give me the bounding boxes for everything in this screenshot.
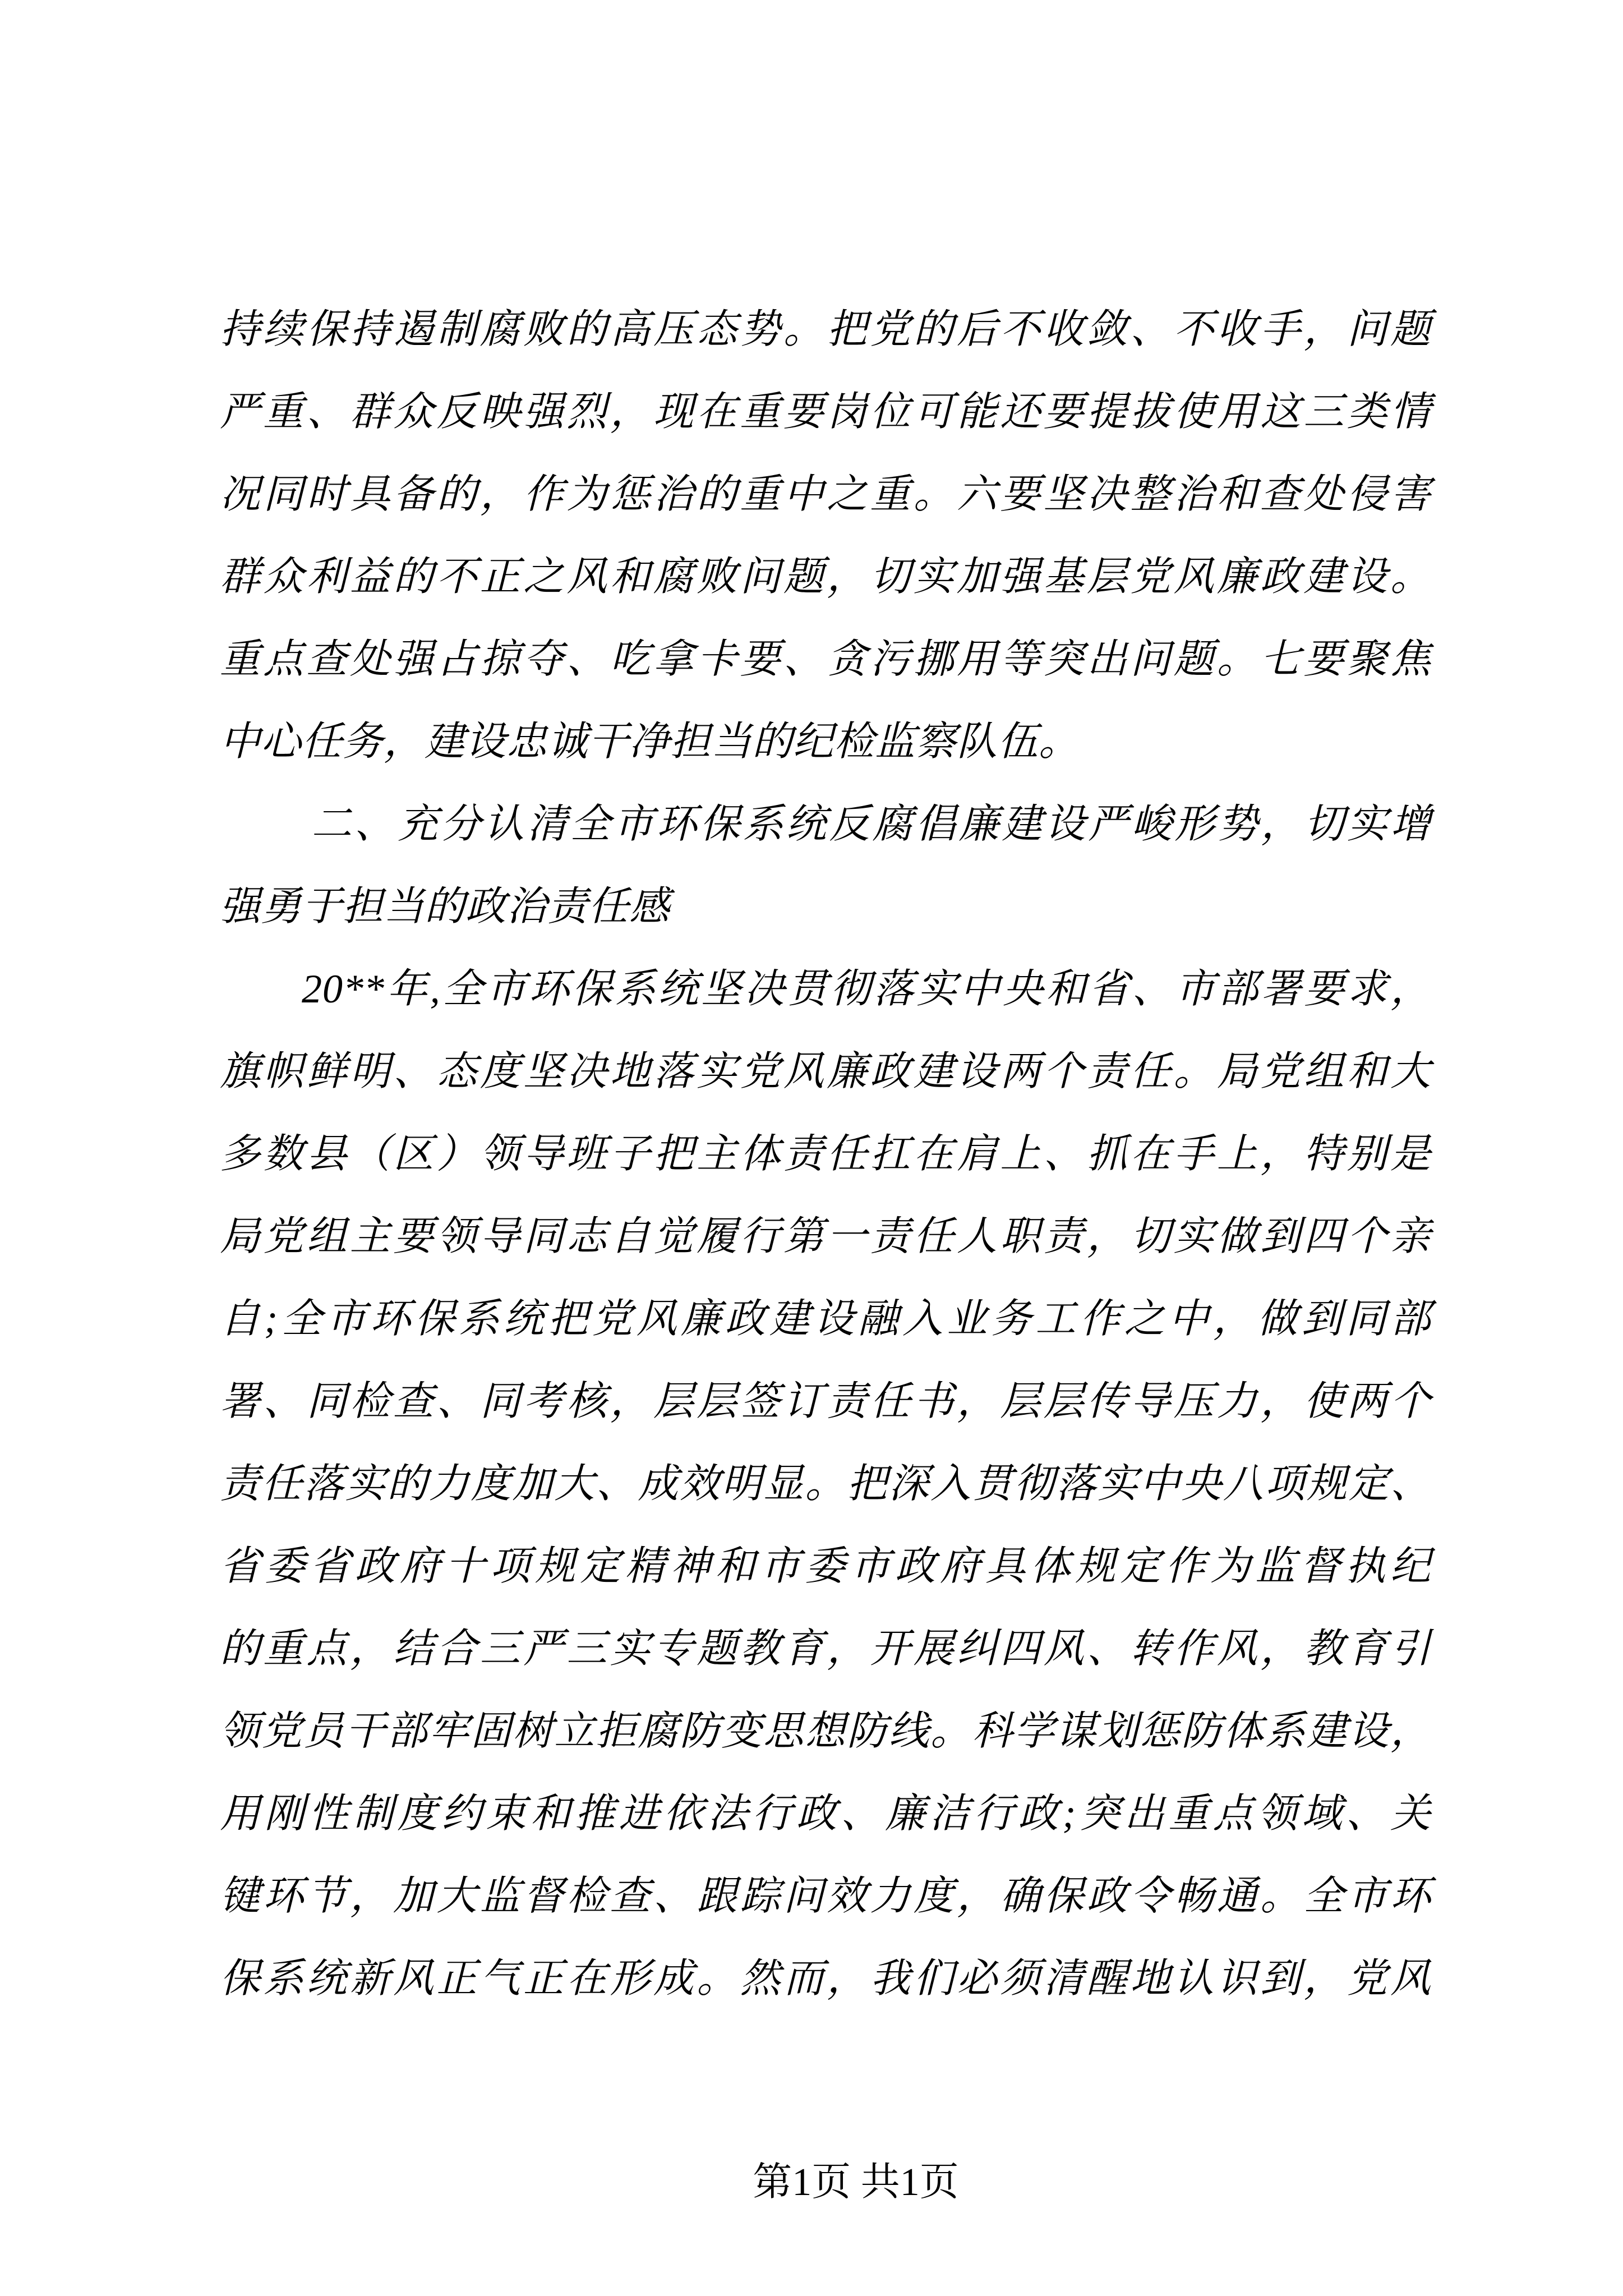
page-footer bbox=[89, 2153, 1623, 2212]
text-line: 领党员干部牢固树立拒腐防变思想防线。科学谋划惩防体系建设， bbox=[220, 1709, 1431, 1754]
page-number-label: 第1页 共1页 bbox=[753, 2161, 959, 2204]
text-line: 责任落实的力度加大、成效明显。把深入贯彻落实中央八项规定、 bbox=[220, 1461, 1431, 1506]
heading-line: 二、充分认清全市环保系统反腐倡廉建设严峻形势，切实增 bbox=[311, 802, 1431, 846]
text-line: 用刚性制度约束和推进依法行政、廉洁行政;突出重点领域、关 bbox=[220, 1791, 1431, 1836]
text-line: 自;全市环保系统把党风廉政建设融入业务工作之中，做到同部 bbox=[220, 1296, 1431, 1341]
text-line: 省委省政府十项规定精神和市委市政府具体规定作为监督执纪 bbox=[220, 1544, 1431, 1589]
text-line: 旗帜鲜明、态度坚决地落实党风廉政建设两个责任。局党组和大 bbox=[220, 1049, 1431, 1094]
text-line: 严重、群众反映强烈，现在重要岗位可能还要提拔使用这三类情 bbox=[220, 389, 1431, 434]
text-line: 持续保持遏制腐败的高压态势。把党的后不收敛、不收手，问题 bbox=[220, 307, 1431, 352]
text-line: 多数县（区）领导班子把主体责任扛在肩上、抓在手上，特别是 bbox=[220, 1131, 1431, 1176]
text-line: 的重点，结合三严三实专题教育，开展纠四风、转作风，教育引 bbox=[220, 1626, 1431, 1671]
text-line: 键环节，加大监督检查、跟踪问效力度，确保政令畅通。全市环 bbox=[220, 1874, 1431, 1918]
text-line: 署、同检查、同考核，层层签订责任书，层层传导压力，使两个 bbox=[220, 1379, 1431, 1424]
text-line: 况同时具备的，作为惩治的重中之重。六要坚决整治和查处侵害 bbox=[220, 472, 1431, 517]
text-line: 群众利益的不正之风和腐败问题，切实加强基层党风廉政建设。 bbox=[220, 554, 1431, 599]
document-body bbox=[220, 288, 1431, 2020]
text-line: 20**年,全市环保系统坚决贯彻落实中央和省、市部署要求， bbox=[302, 967, 1431, 1011]
text-line: 中心任务，建设忠诚干净担当的纪检监察队伍。 bbox=[220, 719, 1080, 764]
text-line: 重点查处强占掠夺、吃拿卡要、贪污挪用等突出问题。七要聚焦 bbox=[220, 637, 1431, 682]
text-line: 局党组主要领导同志自觉履行第一责任人职责，切实做到四个亲 bbox=[220, 1214, 1431, 1259]
heading-line: 强勇于担当的政治责任感 bbox=[220, 884, 671, 929]
text-line: 保系统新风正气正在形成。然而，我们必须清醒地认识到，党风 bbox=[220, 1956, 1431, 2001]
